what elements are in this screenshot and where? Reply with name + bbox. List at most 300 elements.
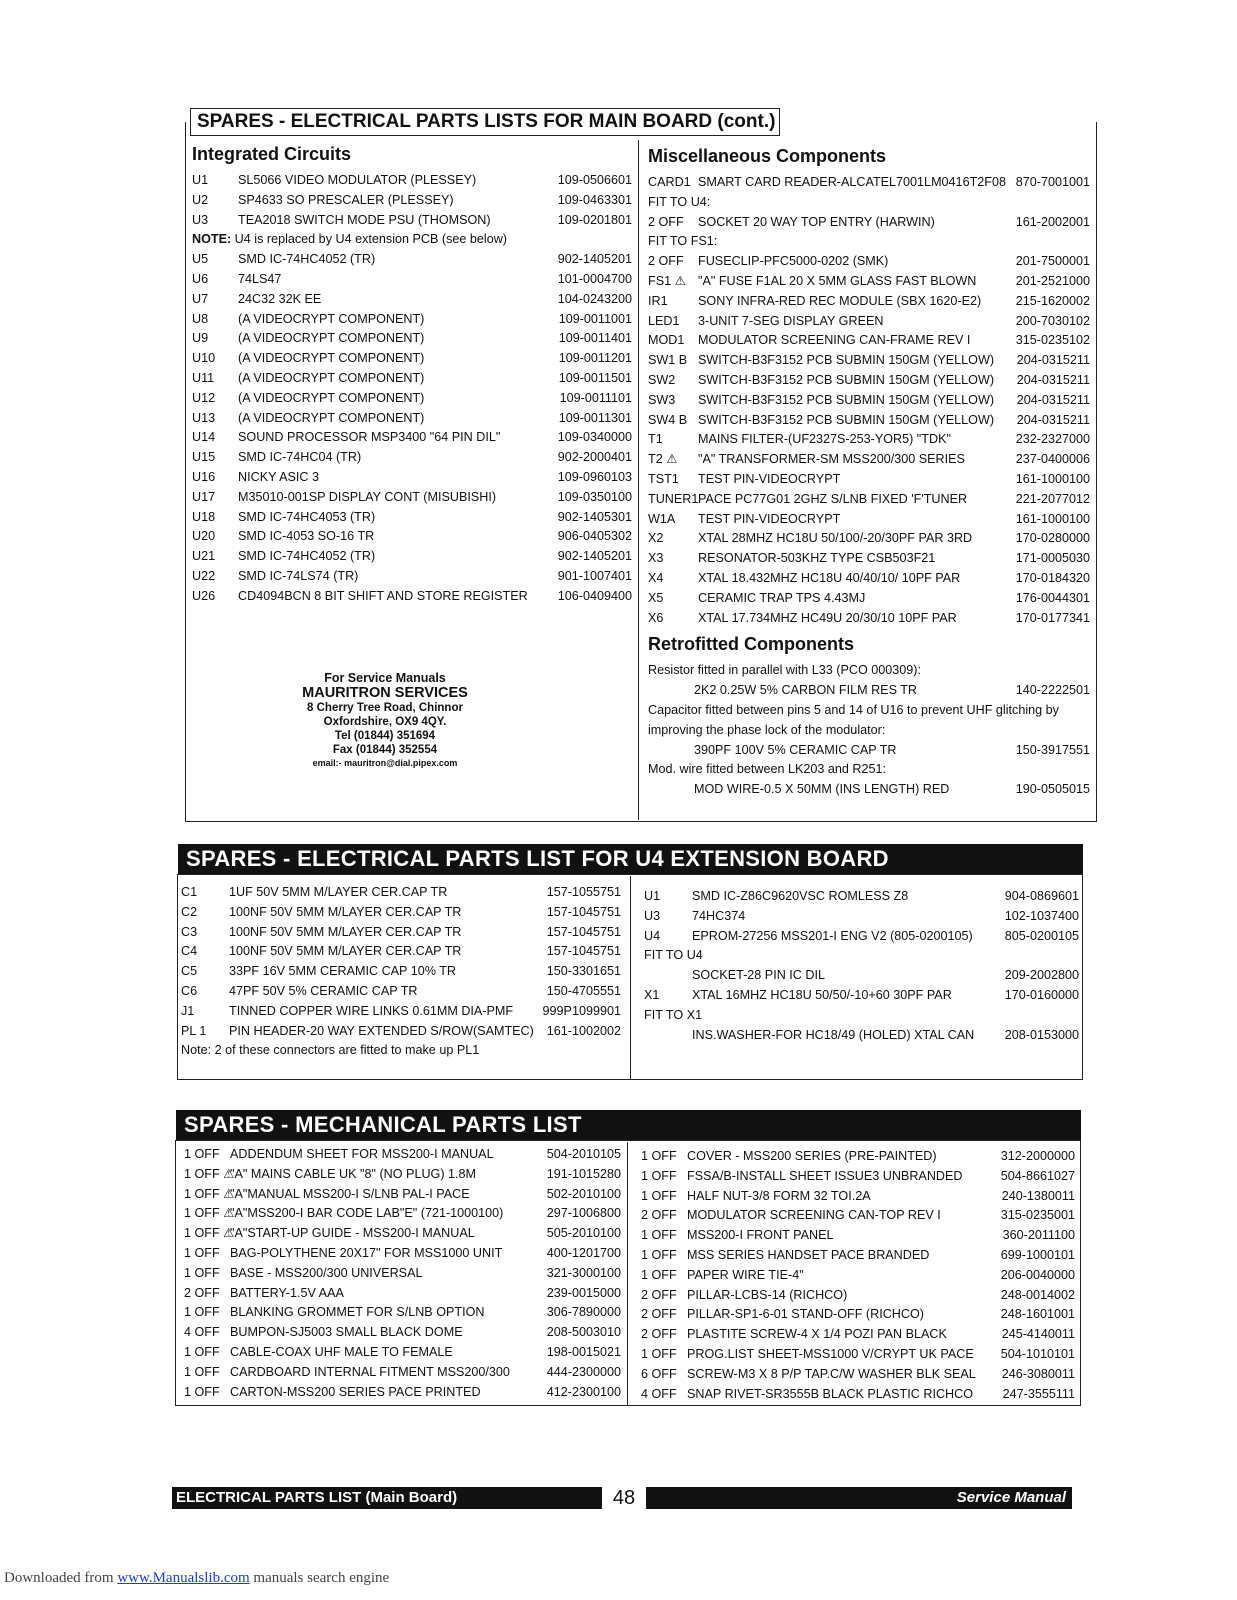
- address-fax: Fax (01844) 352554: [332, 744, 438, 756]
- part-ref: 1 OFF: [641, 1149, 677, 1163]
- part-row: [648, 391, 1090, 411]
- part-number: 248-0014002: [1000, 1287, 1075, 1302]
- part-number: 504-2010105: [546, 1147, 621, 1161]
- part-description: "A"START-UP GUIDE - MSS200-I MANUAL: [230, 1226, 475, 1241]
- part-row: [192, 389, 632, 409]
- part-ref: [644, 966, 692, 986]
- part-number: 504-8661027: [1000, 1168, 1075, 1183]
- part-row: [648, 549, 1090, 569]
- part-ref: 6 OFF: [641, 1366, 677, 1381]
- part-ref: U15: [192, 450, 216, 465]
- part-description: SOUND PROCESSOR MSP3400 "64 PIN DIL": [238, 430, 501, 445]
- part-description: (A VIDEOCRYPT COMPONENT): [238, 390, 425, 405]
- part-row: [192, 329, 632, 349]
- part-ref: 2 OFF: [641, 1307, 677, 1322]
- part-row: [641, 1365, 1075, 1385]
- part-description: SWITCH-B3F3152 PCB SUBMIN 150GM (YELLOW): [698, 353, 995, 368]
- part-row: [184, 1383, 621, 1403]
- part-ref: U3: [192, 212, 209, 227]
- part-number: 200-7030102: [1015, 313, 1090, 328]
- part-number: 170-0160000: [1004, 987, 1079, 1002]
- part-ref: 1 OFF ⚠: [184, 1166, 235, 1181]
- part-number: 902-1405201: [557, 252, 632, 267]
- part-number: 109-0011501: [558, 370, 632, 385]
- part-row: [648, 490, 1090, 510]
- part-number: 170-0177341: [1015, 610, 1090, 625]
- part-row: [181, 962, 621, 982]
- part-ref: 1 OFF ⚠: [184, 1226, 235, 1241]
- part-row: [648, 351, 1090, 371]
- part-number: 904-0869601: [1004, 889, 1079, 903]
- part-row: [184, 1244, 621, 1264]
- part-row: [192, 310, 632, 330]
- part-number: 109-0340000: [557, 430, 632, 445]
- part-ref: 1 OFF: [184, 1245, 220, 1260]
- part-ref: T2 ⚠: [648, 452, 678, 467]
- part-ref: U10: [192, 351, 216, 366]
- part-description: SNAP RIVET-SR3555B BLACK PLASTIC RICHCO: [687, 1386, 974, 1401]
- mech-divider: [627, 1142, 628, 1406]
- part-row: [644, 907, 1079, 927]
- address-email: email:- mauritron@dial.pipex.com: [312, 758, 458, 768]
- mech-left-column: [184, 1145, 621, 1402]
- u4-divider: [630, 876, 631, 1080]
- part-ref: U4: [644, 928, 661, 943]
- part-row: [192, 369, 632, 389]
- part-description: SMD IC-Z86C9620VSC ROMLESS Z8: [692, 889, 909, 903]
- part-row: [641, 1187, 1075, 1207]
- mech-left-list: [184, 1145, 621, 1402]
- part-description: SMD IC-74HC4052 (TR): [238, 549, 376, 564]
- part-row: [641, 1226, 1075, 1246]
- retro-line: Capacitor fitted between pins 5 and 14 of U16 to prevent UHF glitching by: [648, 702, 1059, 717]
- part-ref: 1 OFF: [184, 1364, 220, 1379]
- part-ref: U9: [192, 331, 209, 346]
- part-description: BAG-POLYTHENE 20X17" FOR MSS1000 UNIT: [230, 1245, 503, 1260]
- part-number: 215-1620002: [1015, 293, 1090, 308]
- part-description: (A VIDEOCRYPT COMPONENT): [238, 370, 425, 385]
- part-number: 161-1002002: [546, 1023, 621, 1038]
- part-number: 321-3000100: [546, 1265, 621, 1280]
- part-number: 906-0405302: [557, 529, 632, 544]
- part-description: RESONATOR-503KHZ TYPE CSB503F21: [698, 551, 936, 566]
- part-description: SMD IC-74HC4053 (TR): [238, 509, 376, 524]
- mech-right-column: [641, 1147, 1075, 1404]
- part-row: [641, 1147, 1075, 1167]
- part-number: 101-0004700: [557, 271, 632, 286]
- part-description: PILLAR-SP1-6-01 STAND-OFF (RICHCO): [687, 1307, 924, 1322]
- part-number: 208-5003010: [546, 1325, 621, 1340]
- part-row: [192, 547, 632, 567]
- part-description: MODULATOR SCREENING CAN-FRAME REV I: [698, 333, 971, 348]
- part-ref: CARD1: [648, 175, 691, 189]
- part-ref: U7: [192, 291, 209, 306]
- part-ref: 1 OFF: [641, 1247, 677, 1262]
- part-number: 902-1405301: [557, 509, 632, 524]
- part-number: 360-2011100: [1002, 1228, 1075, 1243]
- part-number: 901-1007401: [557, 568, 632, 583]
- part-description: 24C32 32K EE: [238, 291, 322, 306]
- part-ref: X2: [648, 531, 664, 546]
- part-description: CARDBOARD INTERNAL FITMENT MSS200/300: [230, 1364, 510, 1379]
- part-ref: U6: [192, 271, 209, 286]
- part-ref: 1 OFF: [641, 1168, 677, 1183]
- part-description: SMD IC-74HC4052 (TR): [238, 252, 376, 267]
- part-description: XTAL 16MHZ HC18U 50/50/-10+60 30PF PAR: [692, 987, 952, 1002]
- download-suffix: manuals search engine: [249, 1570, 390, 1586]
- part-ref: U1: [644, 889, 661, 903]
- part-number: 104-0243200: [557, 291, 632, 306]
- part-row: [181, 1022, 621, 1042]
- part-ref: 1 OFF: [641, 1228, 677, 1243]
- part-description: (A VIDEOCRYPT COMPONENT): [238, 410, 425, 425]
- part-ref: U5: [192, 252, 209, 267]
- part-number: 161-1000100: [1015, 511, 1090, 526]
- part-row: [648, 292, 1090, 312]
- part-description: SMART CARD READER-ALCATEL7001LM0416T2F08: [698, 175, 1006, 189]
- ic-heading: Integrated Circuits: [192, 144, 352, 164]
- part-row: [192, 409, 632, 429]
- part-number: 246-3080011: [1001, 1366, 1075, 1381]
- part-description: MODULATOR SCREENING CAN-TOP REV I: [687, 1208, 941, 1223]
- retro-item: 2K2 0.25W 5% CARBON FILM RES TR 140-2222501: [694, 683, 1090, 698]
- part-number: 191-1015280: [546, 1166, 621, 1181]
- part-number: 109-0201801: [557, 212, 632, 227]
- part-number: 157-1045751: [546, 944, 621, 959]
- part-number: 221-2077012: [1015, 491, 1090, 506]
- part-description: FSSA/B-INSTALL SHEET ISSUE3 UNBRANDED: [687, 1168, 963, 1183]
- part-description: BUMPON-SJ5003 SMALL BLACK DOME: [230, 1325, 463, 1340]
- part-description: PAPER WIRE TIE-4": [687, 1267, 804, 1282]
- part-number: 201-2521000: [1015, 273, 1090, 288]
- part-number: 297-1006800: [546, 1206, 621, 1221]
- part-row: [181, 1002, 621, 1022]
- part-description: SWITCH-B3F3152 PCB SUBMIN 150GM (YELLOW): [698, 392, 995, 407]
- part-description: "A"MANUAL MSS200-I S/LNB PAL-I PACE: [230, 1186, 470, 1201]
- part-row: [192, 428, 632, 448]
- part-number: 902-1405201: [557, 549, 632, 564]
- part-ref: C4: [181, 944, 198, 959]
- part-row: [641, 1206, 1075, 1226]
- part-row: [181, 883, 621, 903]
- part-number: 805-0200105: [1004, 928, 1079, 943]
- part-number: 245-4140011: [1001, 1327, 1075, 1342]
- part-ref: U12: [192, 390, 216, 405]
- part-number: 170-0184320: [1015, 570, 1090, 585]
- misc-heading: Miscellaneous Components: [648, 146, 887, 166]
- part-ref: IR1: [648, 293, 668, 308]
- part-ref: T1: [648, 432, 663, 447]
- part-ref: SW4 B: [648, 412, 688, 427]
- part-description: INS.WASHER-FOR HC18/49 (HOLED) XTAL CAN: [692, 1027, 975, 1042]
- part-description: EPROM-27256 MSS201-I ENG V2 (805-0200105): [692, 928, 973, 943]
- main-board-title: SPARES - ELECTRICAL PARTS LISTS FOR MAIN BOARD (cont.): [190, 108, 780, 136]
- part-number: 201-7500001: [1015, 254, 1090, 269]
- misc-list: [648, 173, 1090, 628]
- part-ref: X1: [644, 987, 660, 1002]
- part-ref: X6: [648, 610, 664, 625]
- part-number: 106-0409400: [557, 588, 632, 603]
- part-number: 157-1055751: [546, 885, 621, 899]
- part-number: 208-0153000: [1004, 1027, 1079, 1042]
- part-ref: U26: [192, 588, 216, 603]
- part-ref: C5: [181, 964, 198, 979]
- part-number: 150-4705551: [546, 983, 621, 998]
- ic-note: NOTE: U4 is replaced by U4 extension PCB (see below): [192, 232, 507, 247]
- part-description: SP4633 SO PRESCALER (PLESSEY): [238, 192, 454, 207]
- part-number: 204-0315211: [1016, 392, 1090, 407]
- part-description: 74HC374: [692, 908, 746, 923]
- part-description: SONY INFRA-RED REC MODULE (SBX 1620-E2): [698, 293, 982, 308]
- part-ref: FIT TO X1: [644, 1007, 703, 1022]
- part-row: [641, 1305, 1075, 1325]
- u4-note: Note: 2 of these connectors are fitted to make up PL1: [181, 1043, 480, 1058]
- part-description: TEA2018 SWITCH MODE PSU (THOMSON): [238, 212, 491, 227]
- part-ref: U13: [192, 410, 216, 425]
- part-row: [184, 1264, 621, 1284]
- part-description: TEST PIN-VIDEOCRYPT: [698, 511, 841, 526]
- service-address: [260, 671, 510, 770]
- part-ref: 1 OFF: [184, 1265, 220, 1280]
- download-notice: [4, 1570, 389, 1587]
- address-line: Oxfordshire, OX9 4QY.: [323, 716, 447, 728]
- part-description: XTAL 28MHZ HC18U 50/100/-20/30PF PAR 3RD: [698, 531, 973, 546]
- part-number: 444-2300000: [546, 1364, 621, 1379]
- part-row: [644, 1006, 1079, 1026]
- part-ref: FIT TO FS1:: [648, 234, 718, 249]
- retro-line: Resistor fitted in parallel with L33 (PCO 000309):: [648, 663, 921, 678]
- part-ref: X4: [648, 570, 664, 585]
- part-number: 150-3301651: [546, 964, 621, 979]
- retro-item: MOD WIRE-0.5 X 50MM (INS LENGTH) RED 190-0505015: [694, 782, 1090, 797]
- part-row: [648, 589, 1090, 609]
- part-description: 74LS47: [238, 271, 282, 286]
- part-ref: U18: [192, 509, 216, 524]
- part-number: 109-0960103: [557, 469, 632, 484]
- part-description: "A" TRANSFORMER-SM MSS200/300 SERIES: [698, 452, 965, 467]
- part-ref: SW2: [648, 372, 676, 387]
- part-description: NICKY ASIC 3: [238, 469, 319, 484]
- part-description: PIN HEADER-20 WAY EXTENDED S/ROW(SAMTEC): [229, 1023, 534, 1038]
- retro-heading: Retrofitted Components: [648, 634, 854, 655]
- part-description: CERAMIC TRAP TPS 4.43MJ: [698, 590, 866, 605]
- part-row: [641, 1167, 1075, 1187]
- part-number: 157-1045751: [546, 904, 621, 919]
- part-description: SMD IC-4053 SO-16 TR: [238, 529, 375, 544]
- part-description: MSS200-I FRONT PANEL: [687, 1228, 834, 1243]
- part-number: 999P1099901: [542, 1003, 621, 1018]
- footer-manual-label: Service Manual: [646, 1487, 1072, 1509]
- part-row: [644, 966, 1079, 986]
- part-description: PLASTITE SCREW-4 X 1/4 POZI PAN BLACK: [687, 1327, 947, 1342]
- part-row: [641, 1385, 1075, 1405]
- part-ref: X3: [648, 551, 664, 566]
- part-description: 100NF 50V 5MM M/LAYER CER.CAP TR: [229, 944, 462, 959]
- part-row: [648, 609, 1090, 629]
- part-description: FUSECLIP-PFC5000-0202 (SMK): [698, 254, 889, 269]
- part-description: 100NF 50V 5MM M/LAYER CER.CAP TR: [229, 904, 462, 919]
- part-ref: U17: [192, 489, 216, 504]
- part-row: [648, 252, 1090, 272]
- part-number: 161-1000100: [1015, 471, 1090, 486]
- part-row: [648, 529, 1090, 549]
- part-row: [641, 1325, 1075, 1345]
- address-tel: Tel (01844) 351694: [334, 730, 436, 742]
- part-row: [192, 191, 632, 211]
- part-ref: 1 OFF: [184, 1384, 220, 1399]
- part-description: PILLAR-LCBS-14 (RICHCO): [687, 1287, 848, 1302]
- part-description: BLANKING GROMMET FOR S/LNB OPTION: [230, 1305, 485, 1320]
- part-number: 209-2002800: [1004, 968, 1079, 983]
- part-description: SWITCH-B3F3152 PCB SUBMIN 150GM (YELLOW): [698, 372, 995, 387]
- part-ref: 1 OFF ⚠: [184, 1206, 235, 1221]
- part-row: [192, 587, 632, 607]
- part-row: [184, 1185, 621, 1205]
- part-ref: 2 OFF: [648, 254, 684, 269]
- part-row: [648, 193, 1090, 213]
- part-description: MSS SERIES HANDSET PACE BRANDED: [687, 1247, 930, 1262]
- part-ref: SW3: [648, 392, 676, 407]
- part-row: [648, 331, 1090, 351]
- part-number: 400-1201700: [546, 1245, 621, 1260]
- ic-column: [192, 144, 632, 607]
- part-number: 315-0235001: [1000, 1208, 1075, 1223]
- part-row: [648, 450, 1090, 470]
- part-ref: 1 OFF: [184, 1147, 220, 1161]
- part-ref: C6: [181, 983, 198, 998]
- part-ref: 2 OFF: [641, 1327, 677, 1342]
- part-number: 109-0506601: [557, 173, 632, 187]
- part-description: "A" FUSE F1AL 20 X 5MM GLASS FAST BLOWN: [698, 273, 977, 288]
- part-row: [192, 211, 632, 231]
- part-row: [192, 488, 632, 508]
- part-description: "A"MSS200-I BAR CODE LAB"E" (721-1000100): [230, 1206, 504, 1221]
- part-row: [184, 1284, 621, 1304]
- part-description: XTAL 17.734MHZ HC49U 20/30/10 10PF PAR: [698, 610, 957, 625]
- part-description: (A VIDEOCRYPT COMPONENT): [238, 311, 425, 326]
- manualslib-link[interactable]: www.Manualslib.com: [117, 1570, 250, 1586]
- part-description: 100NF 50V 5MM M/LAYER CER.CAP TR: [229, 924, 462, 939]
- part-number: 204-0315211: [1016, 412, 1090, 427]
- address-company: MAURITRON SERVICES: [302, 685, 468, 701]
- part-number: 240-1380011: [1001, 1188, 1075, 1203]
- part-number: 109-0011101: [559, 390, 632, 405]
- part-ref: FS1 ⚠: [648, 273, 686, 288]
- part-row: [181, 903, 621, 923]
- part-number: 232-2327000: [1015, 432, 1090, 447]
- part-row: [648, 371, 1090, 391]
- part-description: CD4094BCN 8 BIT SHIFT AND STORE REGISTER: [238, 588, 528, 603]
- part-row: [192, 349, 632, 369]
- part-description: TEST PIN-VIDEOCRYPT: [698, 471, 841, 486]
- page-number: 48: [612, 1487, 636, 1509]
- part-row: [648, 312, 1090, 332]
- part-ref: 1 OFF: [184, 1305, 220, 1320]
- part-row: [641, 1286, 1075, 1306]
- part-ref: 2 OFF: [184, 1285, 220, 1300]
- part-number: 239-0015000: [546, 1285, 621, 1300]
- part-ref: C2: [181, 904, 198, 919]
- part-description: BATTERY-1.5V AAA: [230, 1285, 344, 1300]
- part-row: [648, 272, 1090, 292]
- part-ref: PL 1: [181, 1023, 207, 1038]
- u4-left-list: [181, 883, 621, 1041]
- part-description: SWITCH-B3F3152 PCB SUBMIN 150GM (YELLOW): [698, 412, 995, 427]
- part-number: 204-0315211: [1016, 353, 1090, 368]
- part-number: 306-7890000: [546, 1305, 621, 1320]
- part-number: 504-1010101: [1000, 1346, 1075, 1361]
- part-row: [192, 290, 632, 310]
- part-row: [644, 887, 1079, 907]
- part-description: (A VIDEOCRYPT COMPONENT): [238, 351, 425, 366]
- retro-line: Mod. wire fitted between LK203 and R251:: [648, 762, 887, 777]
- part-row: [181, 942, 621, 962]
- part-number: 902-2000401: [557, 450, 632, 465]
- part-ref: FIT TO U4: [644, 948, 703, 963]
- part-description: (A VIDEOCRYPT COMPONENT): [238, 331, 425, 346]
- u4-left-column: [181, 883, 621, 1061]
- part-description: SOCKET-28 PIN IC DIL: [692, 968, 825, 983]
- part-description: COVER - MSS200 SERIES (PRE-PAINTED): [687, 1149, 937, 1163]
- part-ref: TST1: [648, 471, 679, 486]
- part-ref: U11: [192, 370, 215, 385]
- part-description: SCREW-M3 X 8 P/P TAP.C/W WASHER BLK SEAL: [687, 1366, 976, 1381]
- part-row: [184, 1165, 621, 1185]
- part-row: [644, 986, 1079, 1006]
- part-row: [192, 567, 632, 587]
- part-number: 248-1601001: [1000, 1307, 1075, 1322]
- part-description: HALF NUT-3/8 FORM 32 TOI.2A: [687, 1188, 871, 1203]
- part-ref: FIT TO U4:: [648, 194, 711, 209]
- part-ref: C3: [181, 924, 198, 939]
- u4-banner: SPARES - ELECTRICAL PARTS LIST FOR U4 EXTENSION BOARD: [178, 844, 1083, 874]
- mech-banner: SPARES - MECHANICAL PARTS LIST: [176, 1110, 1081, 1140]
- part-number: 206-0040000: [1000, 1267, 1075, 1282]
- part-ref: [644, 1026, 692, 1046]
- part-ref: LED1: [648, 313, 680, 328]
- part-description: SMD IC-74HC04 (TR): [238, 450, 362, 465]
- part-number: 109-0463301: [557, 192, 632, 207]
- part-ref: U16: [192, 469, 216, 484]
- part-description: 47PF 50V 5% CERAMIC CAP TR: [229, 983, 418, 998]
- part-ref: C1: [181, 885, 198, 899]
- part-ref: 4 OFF: [641, 1386, 677, 1401]
- part-ref: J1: [181, 1003, 195, 1018]
- part-ref: U1: [192, 173, 209, 187]
- part-description: M35010-001SP DISPLAY CONT (MISUBISHI): [238, 489, 497, 504]
- part-row: [648, 569, 1090, 589]
- part-row: [648, 173, 1090, 193]
- part-number: 171-0005030: [1015, 551, 1090, 566]
- part-row: [192, 468, 632, 488]
- part-row: [648, 510, 1090, 530]
- part-ref: 2 OFF: [648, 214, 684, 229]
- part-row: [644, 927, 1079, 947]
- part-number: 170-0280000: [1015, 531, 1090, 546]
- part-ref: 2 OFF: [641, 1208, 677, 1223]
- part-row: [644, 946, 1079, 966]
- part-row: [184, 1323, 621, 1343]
- part-ref: 2 OFF: [641, 1287, 677, 1302]
- part-number: 315-0235102: [1015, 333, 1090, 348]
- part-number: 109-0011001: [558, 311, 632, 326]
- part-row: [184, 1224, 621, 1244]
- part-row: [648, 411, 1090, 431]
- part-row: [648, 430, 1090, 450]
- part-row: [192, 448, 632, 468]
- ic-list-a: [192, 171, 632, 230]
- part-row: [184, 1204, 621, 1224]
